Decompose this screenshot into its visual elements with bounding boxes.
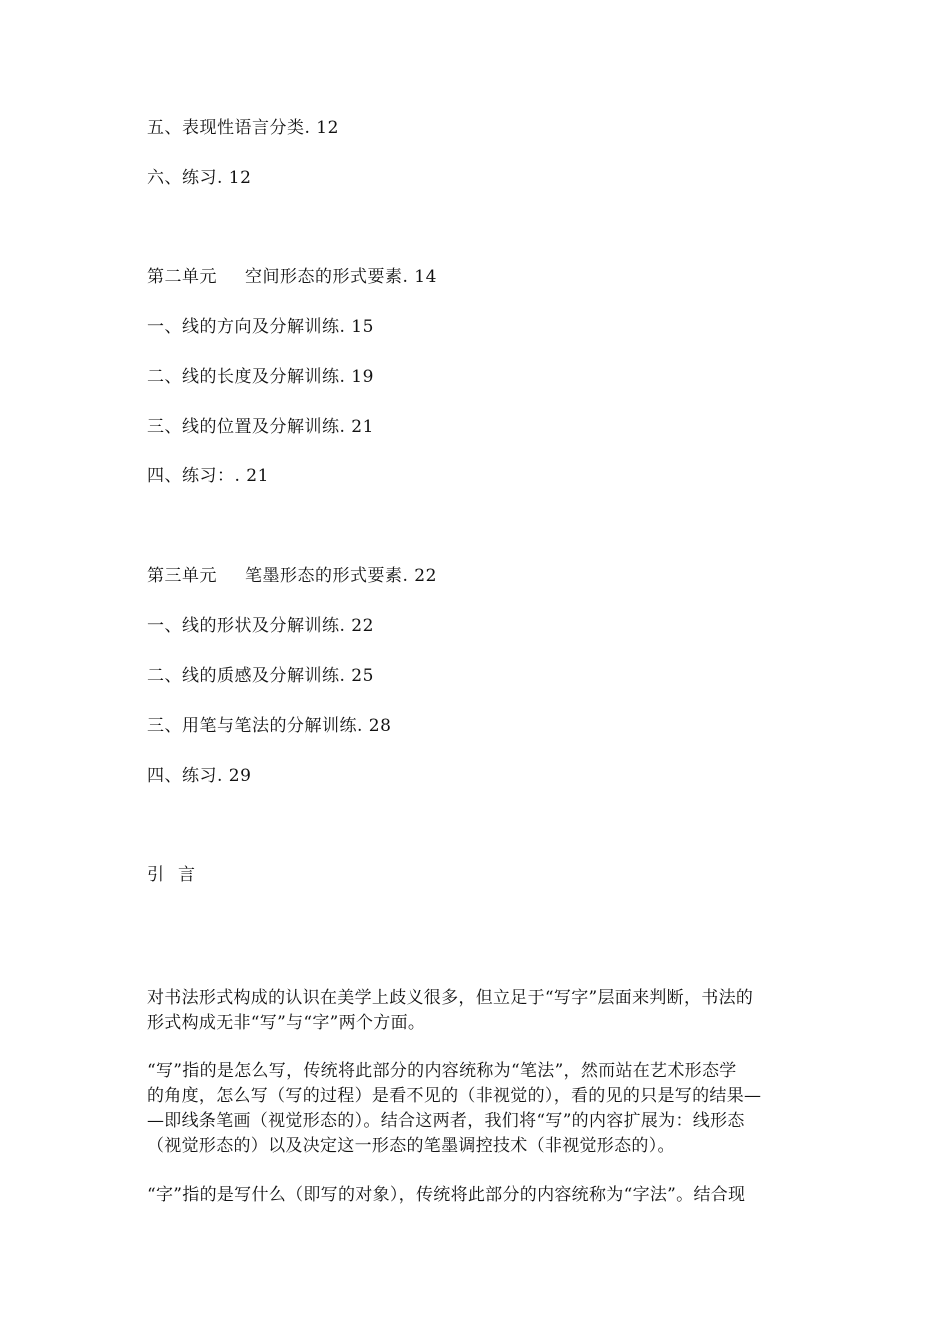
toc-unit-heading[interactable] xyxy=(147,565,437,587)
paragraph-line: 形式构成无非“写”与“字”两个方面。 xyxy=(147,1013,426,1033)
unit-number: 第二单元 xyxy=(147,267,217,287)
toc-entry[interactable]: 一、线的形状及分解训练. 22 xyxy=(147,616,374,636)
toc-entry[interactable]: 二、线的质感及分解训练. 25 xyxy=(147,666,374,686)
unit-title: 空间形态的形式要素. 14 xyxy=(245,267,437,287)
paragraph-line: （视觉形态的）以及决定这一形态的笔墨调控技术（非视觉形态的）。 xyxy=(147,1136,675,1156)
intro-paragraph xyxy=(147,1059,813,1159)
toc-entry[interactable]: 五、表现性语言分类. 12 xyxy=(147,118,339,138)
paragraph-line: —即线条笔画（视觉形态的）。结合这两者，我们将“写”的内容扩展为：线形态 xyxy=(147,1111,745,1131)
intro-paragraph xyxy=(147,1183,813,1208)
toc-entry[interactable]: 三、用笔与笔法的分解训练. 28 xyxy=(147,716,392,736)
paragraph-line: “写”指的是怎么写，传统将此部分的内容统称为“笔法”，然而站在艺术形态学 xyxy=(147,1061,737,1081)
toc-unit-heading[interactable] xyxy=(147,266,437,288)
toc-entry[interactable]: 四、练习. 29 xyxy=(147,766,252,786)
paragraph-line: “字”指的是写什么（即写的对象），传统将此部分的内容统称为“字法”。结合现 xyxy=(147,1185,746,1205)
toc-entry[interactable]: 六、练习. 12 xyxy=(147,168,252,188)
toc-entry[interactable]: 一、线的方向及分解训练. 15 xyxy=(147,317,374,337)
toc-entry[interactable]: 四、练习：. 21 xyxy=(147,466,269,486)
section-heading-intro: 引言 xyxy=(147,865,209,885)
toc-entry[interactable]: 三、线的位置及分解训练. 21 xyxy=(147,417,374,437)
intro-paragraph xyxy=(147,986,813,1036)
paragraph-line: 的角度，怎么写（写的过程）是看不见的（非视觉的），看的见的只是写的结果— xyxy=(147,1086,762,1106)
unit-number: 第三单元 xyxy=(147,566,217,586)
paragraph-line: 对书法形式构成的认识在美学上歧义很多，但立足于“写字”层面来判断，书法的 xyxy=(147,988,754,1008)
toc-entry[interactable]: 二、线的长度及分解训练. 19 xyxy=(147,367,374,387)
unit-title: 笔墨形态的形式要素. 22 xyxy=(245,566,437,586)
